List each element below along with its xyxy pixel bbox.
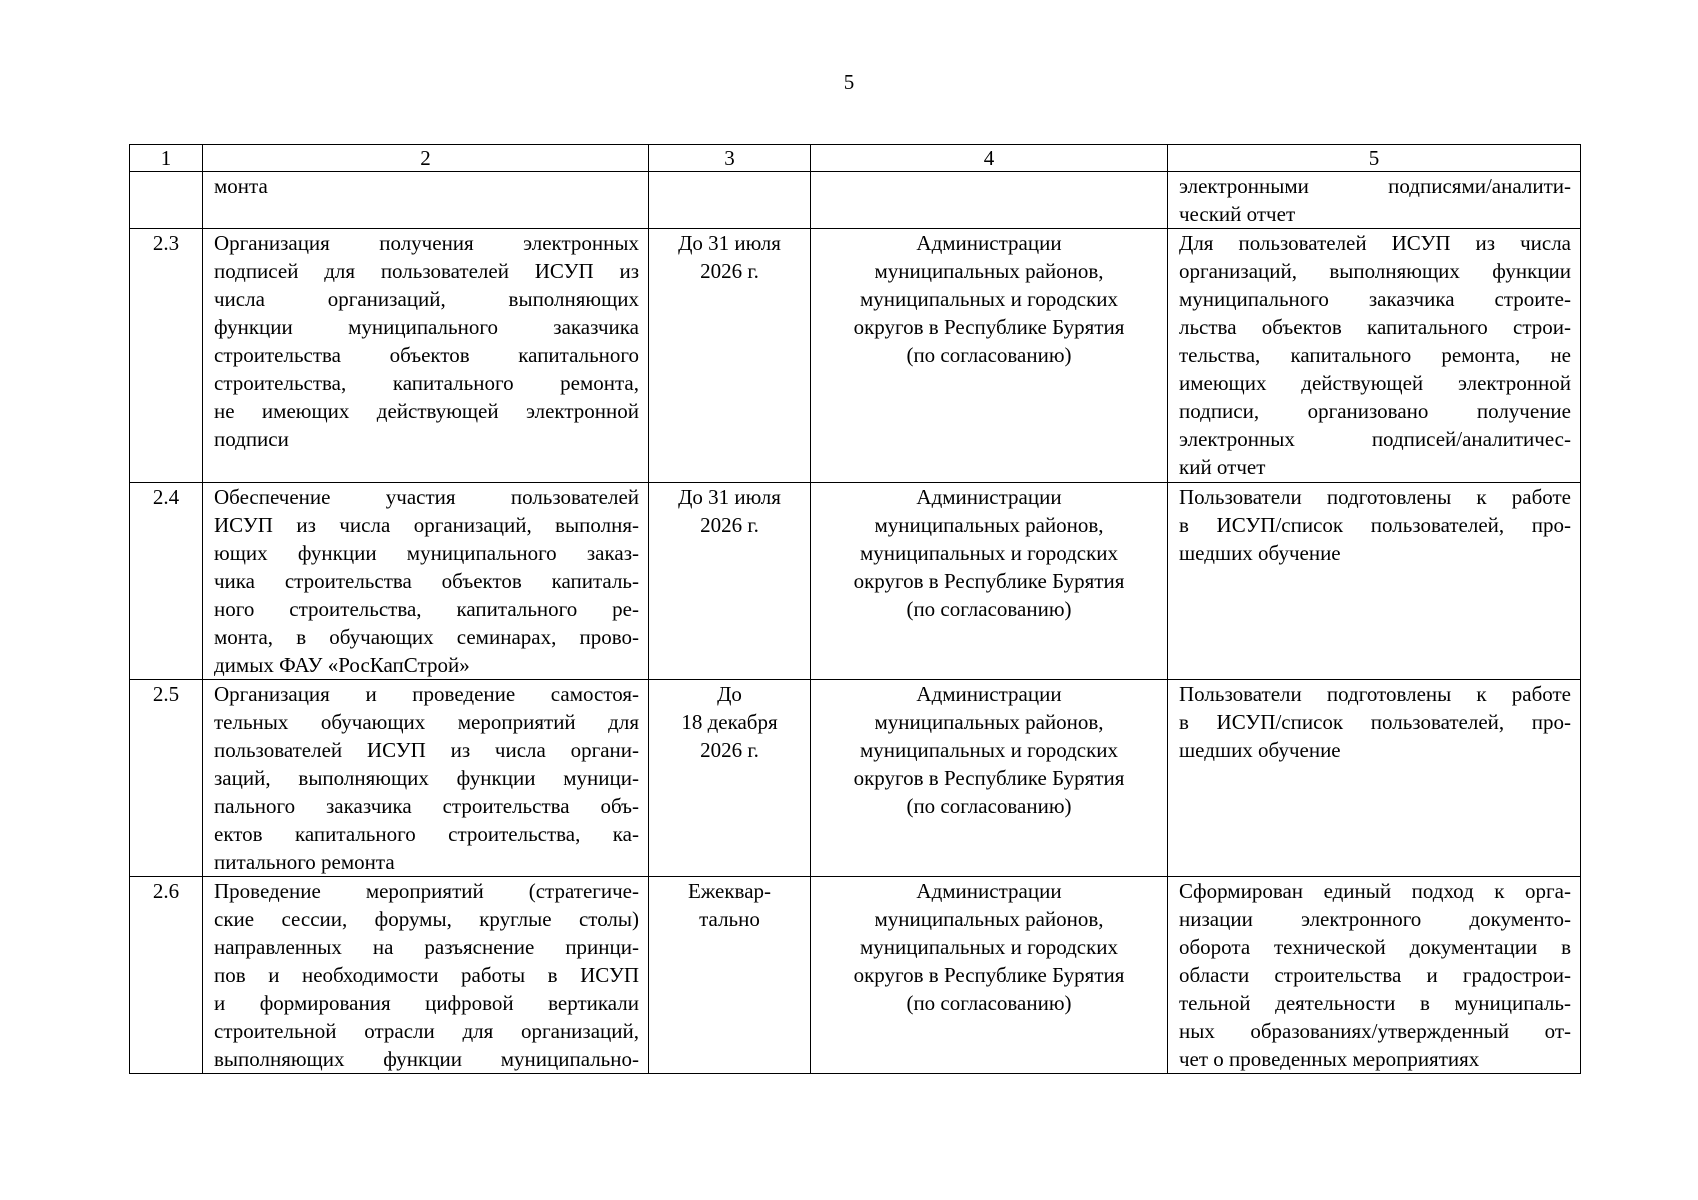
table-row xyxy=(130,172,1581,229)
text-line: муниципальных и городских xyxy=(859,541,1119,565)
text-line: организаций, выполняющих функции xyxy=(1179,259,1571,283)
text-line: подписи xyxy=(214,427,289,451)
text-line: муниципальных районов, xyxy=(874,710,1104,734)
column-number: 4 xyxy=(811,145,1168,172)
text-line: До 31 июля xyxy=(678,485,781,509)
table-row xyxy=(130,483,1581,680)
result-cell xyxy=(1168,680,1581,877)
text-line: 2026 г. xyxy=(700,738,759,762)
text-line: ных образованиях/утвержденный от- xyxy=(1179,1019,1571,1043)
text-line: электронных подписей/аналитичес- xyxy=(1179,427,1571,451)
text-line: низации электронного документо- xyxy=(1179,907,1571,931)
text-line: Проведение мероприятий (стратегиче- xyxy=(214,879,639,903)
text-line: функции муниципального заказчика xyxy=(214,315,639,339)
text-line: До xyxy=(717,682,742,706)
result-cell xyxy=(1168,483,1581,680)
text-line: пального заказчика строительства объ- xyxy=(214,794,639,818)
row-number: 2.4 xyxy=(130,483,203,680)
text-line: пов и необходимости работы в ИСУП xyxy=(214,963,639,987)
measure-cell xyxy=(203,229,649,483)
text-line: чет о проведенных мероприятиях xyxy=(1179,1047,1480,1071)
text-line: шедших обучение xyxy=(1179,738,1341,762)
text-line: (по согласованию) xyxy=(906,343,1072,367)
row-number: 2.3 xyxy=(130,229,203,483)
table-row xyxy=(130,229,1581,483)
text-line: Обеспечение участия пользователей xyxy=(214,485,639,509)
deadline-cell xyxy=(649,172,811,229)
responsible-cell xyxy=(811,680,1168,877)
deadline-cell xyxy=(649,680,811,877)
text-line: шедших обучение xyxy=(1179,541,1341,565)
text-line: Для пользователей ИСУП из числа xyxy=(1179,231,1571,255)
column-number: 3 xyxy=(649,145,811,172)
text-line: 2026 г. xyxy=(700,259,759,283)
text-line: числа организаций, выполняющих xyxy=(214,287,639,311)
result-cell xyxy=(1168,877,1581,1074)
text-line: в ИСУП/список пользователей, про- xyxy=(1179,710,1571,734)
text-line: муниципальных и городских xyxy=(859,935,1119,959)
row-number: 2.6 xyxy=(130,877,203,1074)
text-line: (по согласованию) xyxy=(906,597,1072,621)
text-line: области строительства и градострои- xyxy=(1179,963,1571,987)
text-line: Ежеквар- xyxy=(687,879,772,903)
measure-cell xyxy=(203,680,649,877)
text-line: (по согласованию) xyxy=(906,991,1072,1015)
text-line: монта, в обучающих семинарах, прово- xyxy=(214,625,639,649)
text-line: заций, выполняющих функции муници- xyxy=(214,766,639,790)
text-line: электронными подписями/аналити- xyxy=(1179,174,1571,198)
text-line: Организация и проведение самостоя- xyxy=(214,682,639,706)
column-number: 2 xyxy=(203,145,649,172)
text-line: муниципальных районов, xyxy=(874,907,1104,931)
text-line: ектов капитального строительства, ка- xyxy=(214,822,639,846)
responsible-cell xyxy=(811,172,1168,229)
deadline-cell xyxy=(649,877,811,1074)
text-line: выполняющих функции муниципально- xyxy=(214,1047,639,1071)
text-line: муниципальных и городских xyxy=(859,738,1119,762)
text-line: округов в Республике Бурятия xyxy=(853,315,1125,339)
table-row xyxy=(130,877,1581,1074)
text-line: До 31 июля xyxy=(678,231,781,255)
text-line: тельных обучающих мероприятий для xyxy=(214,710,639,734)
text-line: ские сессии, форумы, круглые столы) xyxy=(214,907,639,931)
text-line: 18 декабря xyxy=(681,710,778,734)
text-line: пользователей ИСУП из числа органи- xyxy=(214,738,639,762)
text-line: Администрации xyxy=(916,682,1062,706)
text-line: направленных на разъяснение принци- xyxy=(214,935,639,959)
responsible-cell xyxy=(811,483,1168,680)
column-number: 5 xyxy=(1168,145,1581,172)
text-line: ного строительства, капитального ре- xyxy=(214,597,639,621)
text-line: Сформирован единый подход к орга- xyxy=(1179,879,1571,903)
text-line: муниципальных районов, xyxy=(874,259,1104,283)
responsible-cell xyxy=(811,877,1168,1074)
deadline-cell xyxy=(649,229,811,483)
text-line: подписей для пользователей ИСУП из xyxy=(214,259,639,283)
text-line: муниципального заказчика строите- xyxy=(1179,287,1571,311)
text-line: и формирования цифровой вертикали xyxy=(214,991,639,1015)
row-number xyxy=(130,172,203,229)
text-line: Пользователи подготовлены к работе xyxy=(1179,682,1571,706)
text-line: тельства, капитального ремонта, не xyxy=(1179,343,1571,367)
text-line: округов в Республике Бурятия xyxy=(853,766,1125,790)
text-line: строительства объектов капитального xyxy=(214,343,639,367)
text-line: муниципальных и городских xyxy=(859,287,1119,311)
text-line: оборота технической документации в xyxy=(1179,935,1571,959)
text-line: монта xyxy=(214,174,268,198)
text-line: питального ремонта xyxy=(214,850,395,874)
deadline-cell xyxy=(649,483,811,680)
page-number: 5 xyxy=(843,70,855,94)
text-line: 2026 г. xyxy=(700,513,759,537)
text-line: льства объектов капитального строи- xyxy=(1179,315,1571,339)
text-line: округов в Республике Бурятия xyxy=(853,569,1125,593)
text-line: тельной деятельности в муниципаль- xyxy=(1179,991,1571,1015)
text-line: строительства, капитального ремонта, xyxy=(214,371,639,395)
table-row xyxy=(130,680,1581,877)
text-line: Пользователи подготовлены к работе xyxy=(1179,485,1571,509)
text-line: подписи, организовано получение xyxy=(1179,399,1571,423)
column-number-row xyxy=(130,145,1581,172)
text-line: кий отчет xyxy=(1179,455,1266,479)
text-line: ческий отчет xyxy=(1179,202,1296,226)
result-cell xyxy=(1168,172,1581,229)
text-line: строительной отрасли для организаций, xyxy=(214,1019,639,1043)
responsible-cell xyxy=(811,229,1168,483)
text-line: не имеющих действующей электронной xyxy=(214,399,639,423)
text-line: ИСУП из числа организаций, выполня- xyxy=(214,513,639,537)
row-number: 2.5 xyxy=(130,680,203,877)
text-line: Организация получения электронных xyxy=(214,231,639,255)
measure-cell xyxy=(203,172,649,229)
text-line: округов в Республике Бурятия xyxy=(853,963,1125,987)
text-line: муниципальных районов, xyxy=(874,513,1104,537)
text-line: Администрации xyxy=(916,485,1062,509)
text-line: тально xyxy=(699,907,760,931)
result-cell xyxy=(1168,229,1581,483)
plan-table xyxy=(129,144,1581,1074)
text-line: чика строительства объектов капиталь- xyxy=(214,569,639,593)
column-number: 1 xyxy=(130,145,203,172)
text-line: ющих функции муниципального заказ- xyxy=(214,541,639,565)
measure-cell xyxy=(203,877,649,1074)
measure-cell xyxy=(203,483,649,680)
text-line: в ИСУП/список пользователей, про- xyxy=(1179,513,1571,537)
text-line: (по согласованию) xyxy=(906,794,1072,818)
text-line: димых ФАУ «РосКапСтрой» xyxy=(214,653,470,677)
text-line: имеющих действующей электронной xyxy=(1179,371,1571,395)
text-line: Администрации xyxy=(916,879,1062,903)
text-line: Администрации xyxy=(916,231,1062,255)
